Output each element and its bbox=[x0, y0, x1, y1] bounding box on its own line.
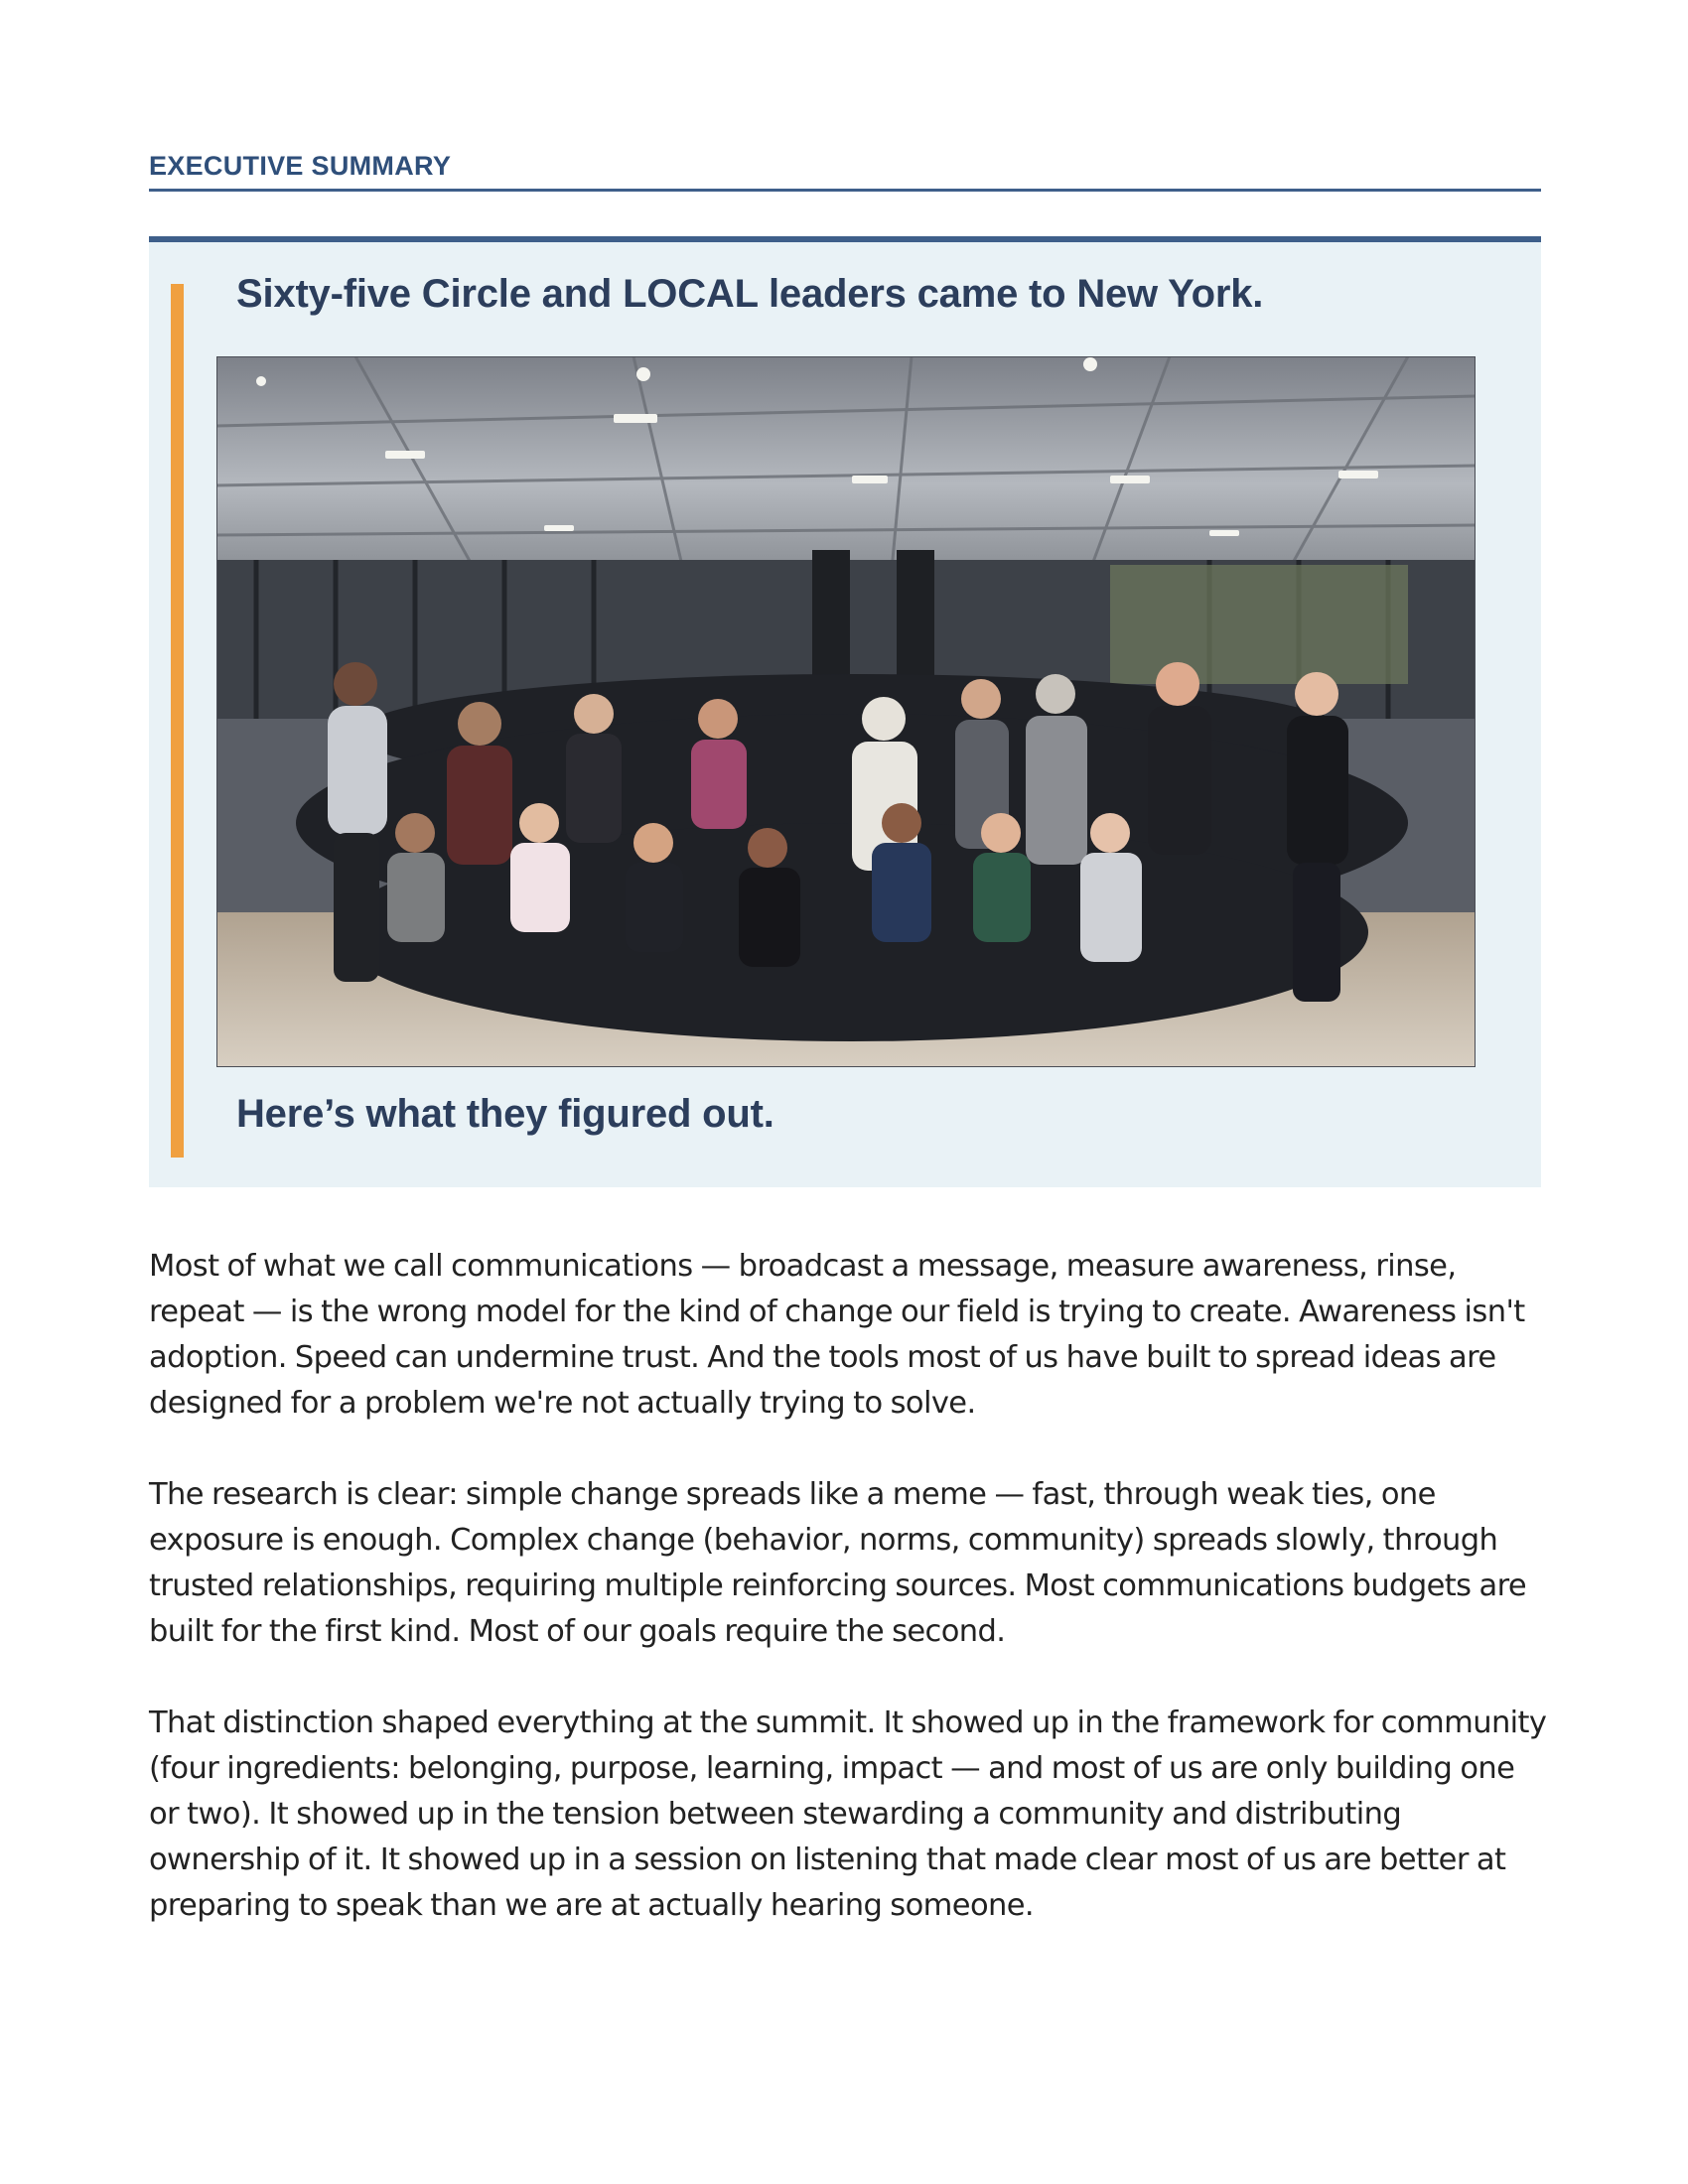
body-paragraph: Most of what we call communications — broadcast a message, measure awareness, rinse, repeat — is the wrong model for the kind of change our field is trying to create. Awareness isn't adoption. Speed can undermine trust. And the tools most of us have built to spread ideas are designed for a problem we're not actually trying to solve. bbox=[149, 1249, 1525, 1421]
callout-accent-bar bbox=[171, 284, 184, 1158]
group-photo-icon bbox=[216, 356, 1476, 1067]
callout-subhead: Here’s what they figured out. bbox=[236, 1092, 774, 1136]
body-paragraph: The research is clear: simple change spreads like a meme — fast, through weak ties, one exposure is enough. Complex change (behavior, norms, community) spreads slowly, through trusted relationships, requiring multiple reinforcing sources. Most communications budgets are built for the first kind. Most of our goals require the second. bbox=[149, 1477, 1527, 1649]
body-paragraph: That distinction shaped everything at the summit. It showed up in the framework for community (four ingredients: belonging, purpose, learning, impact — and most of us are only building one or two). It showed up in the tension between stewarding a community and distributing ownership of it. It showed up in a session on listening that made clear most of us are better at preparing to speak than we are at actually hearing someone. bbox=[149, 1706, 1547, 1923]
summary-callout bbox=[149, 242, 1541, 1187]
header-divider bbox=[149, 189, 1541, 192]
section-label: EXECUTIVE SUMMARY bbox=[149, 151, 452, 181]
body-text bbox=[149, 1244, 1549, 1975]
callout-headline: Sixty-five Circle and LOCAL leaders came to New York. bbox=[236, 272, 1264, 316]
